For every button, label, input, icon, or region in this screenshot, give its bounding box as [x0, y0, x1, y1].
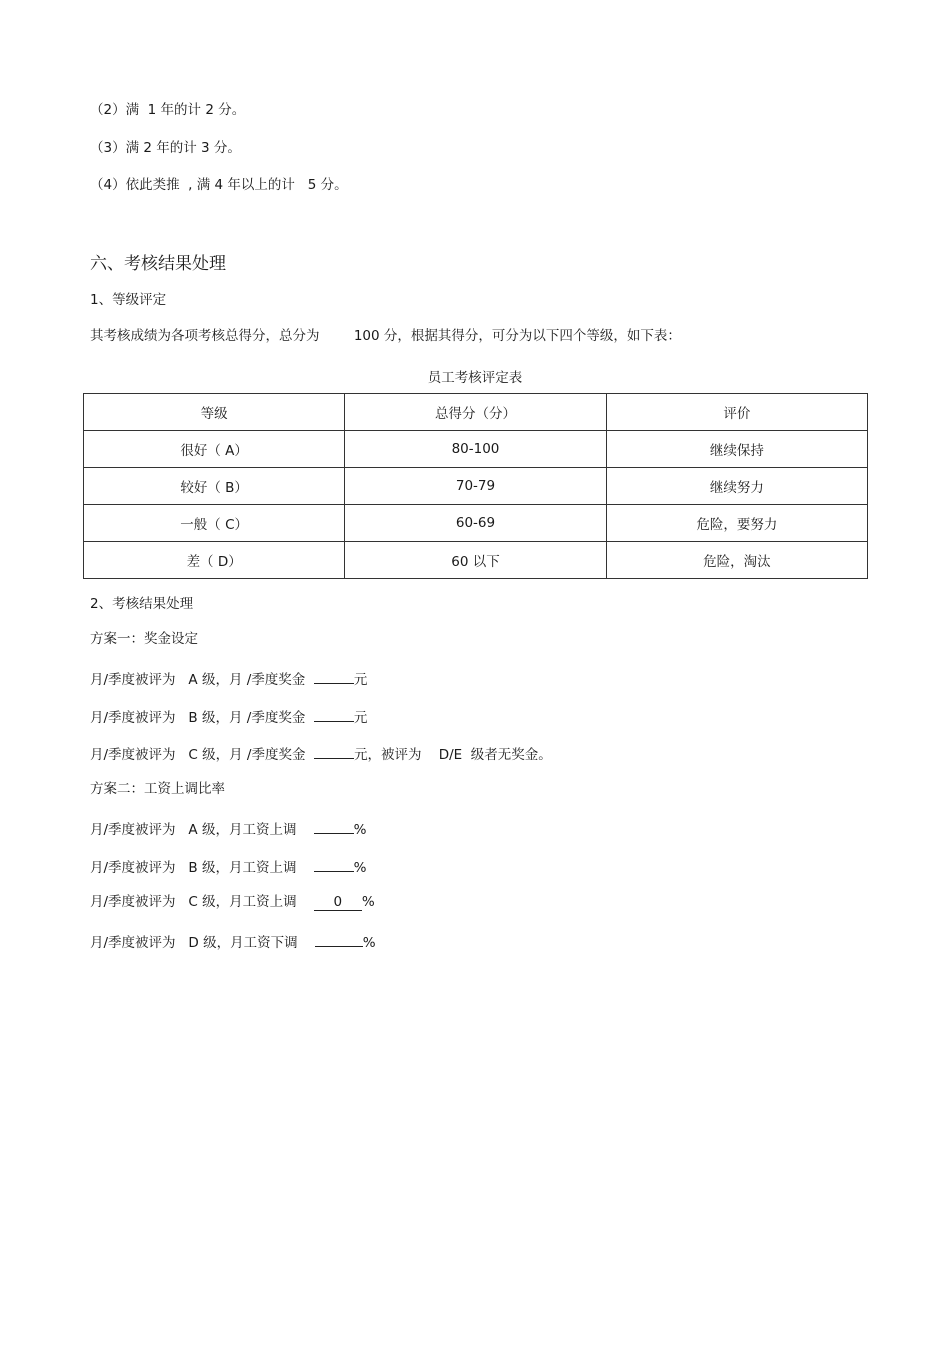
plan-line-text: 月/季度被评为 B 级，月工资上调 [90, 860, 314, 876]
plan-line-text: 月/季度被评为 D 级，月工资下调 [90, 935, 315, 951]
table-row [84, 542, 868, 579]
table-caption: 员工考核评定表 [427, 370, 523, 386]
table-cell: 80-100 [345, 431, 606, 468]
subsection-title: 1、等级评定 [90, 292, 167, 308]
plan-title: 方案一：奖金设定 [90, 631, 198, 647]
plan-line-text: 月/季度被评为 C 级，月 /季度奖金 [90, 747, 315, 763]
fill-blank [314, 668, 354, 684]
top-item: （2）满 1 年的计 2 分。 [90, 102, 246, 118]
plan-line [90, 931, 376, 952]
table-cell: 危险，淘汰 [606, 542, 867, 579]
table-cell: 70-79 [345, 468, 606, 505]
table-cell: 一般（ C） [84, 505, 345, 542]
top-item: （4）依此类推 , 满 4 年以上的计 5 分。 [90, 177, 348, 193]
table-row [84, 468, 868, 505]
fill-blank [315, 931, 363, 947]
fill-blank: 0 [314, 895, 362, 911]
fill-blank [314, 743, 354, 759]
plan-line-text: 月/季度被评为 A 级，月工资上调 [90, 822, 314, 838]
plan-line [90, 668, 367, 689]
plan-line-suffix: 元 [353, 672, 368, 688]
plan-line-suffix: % [362, 935, 376, 951]
plan-line-suffix: 元 [353, 710, 368, 726]
plan-line [90, 706, 367, 727]
fill-blank [314, 706, 354, 722]
table-cell: 60 以下 [345, 542, 606, 579]
plan-line [90, 893, 375, 911]
plan-line [90, 743, 552, 764]
plan-line [90, 818, 366, 839]
table-row [84, 505, 868, 542]
grade-table [83, 393, 868, 579]
table-cell: 60-69 [345, 505, 606, 542]
table-cell: 较好（ B） [84, 468, 345, 505]
table-cell: 继续努力 [606, 468, 867, 505]
top-item: （3）满 2 年的计 3 分。 [90, 140, 241, 156]
table-header-cell: 总得分（分） [345, 394, 606, 431]
plan-line-suffix: 元，被评为 D/E 级者无奖金。 [354, 747, 552, 763]
plan-line-text: 月/季度被评为 B 级，月 /季度奖金 [90, 710, 314, 726]
plan-title: 方案二：工资上调比率 [90, 781, 225, 797]
table-header-row [84, 394, 868, 431]
plan-line-text: 月/季度被评为 A 级，月 /季度奖金 [90, 672, 314, 688]
table-row [84, 431, 868, 468]
plan-line-suffix: % [361, 894, 375, 910]
plan-line-text: 月/季度被评为 C 级，月工资上调 [90, 894, 314, 910]
table-header-cell: 评价 [606, 394, 867, 431]
fill-blank [314, 856, 354, 872]
table-cell: 差（ D） [84, 542, 345, 579]
table-cell: 继续保持 [606, 431, 867, 468]
fill-blank [314, 818, 354, 834]
table-cell: 很好（ A） [84, 431, 345, 468]
table-header-cell: 等级 [84, 394, 345, 431]
plan-line-suffix: % [353, 822, 367, 838]
table-cell: 危险，要努力 [606, 505, 867, 542]
section-title: 六、考核结果处理 [90, 254, 226, 274]
plan-line [90, 856, 366, 877]
plan-line-suffix: % [353, 860, 367, 876]
paragraph: 其考核成绩为各项考核总得分，总分为 100 分，根据其得分，可分为以下四个等级，如下表： [90, 328, 681, 344]
subsection-title: 2、考核结果处理 [90, 596, 194, 612]
